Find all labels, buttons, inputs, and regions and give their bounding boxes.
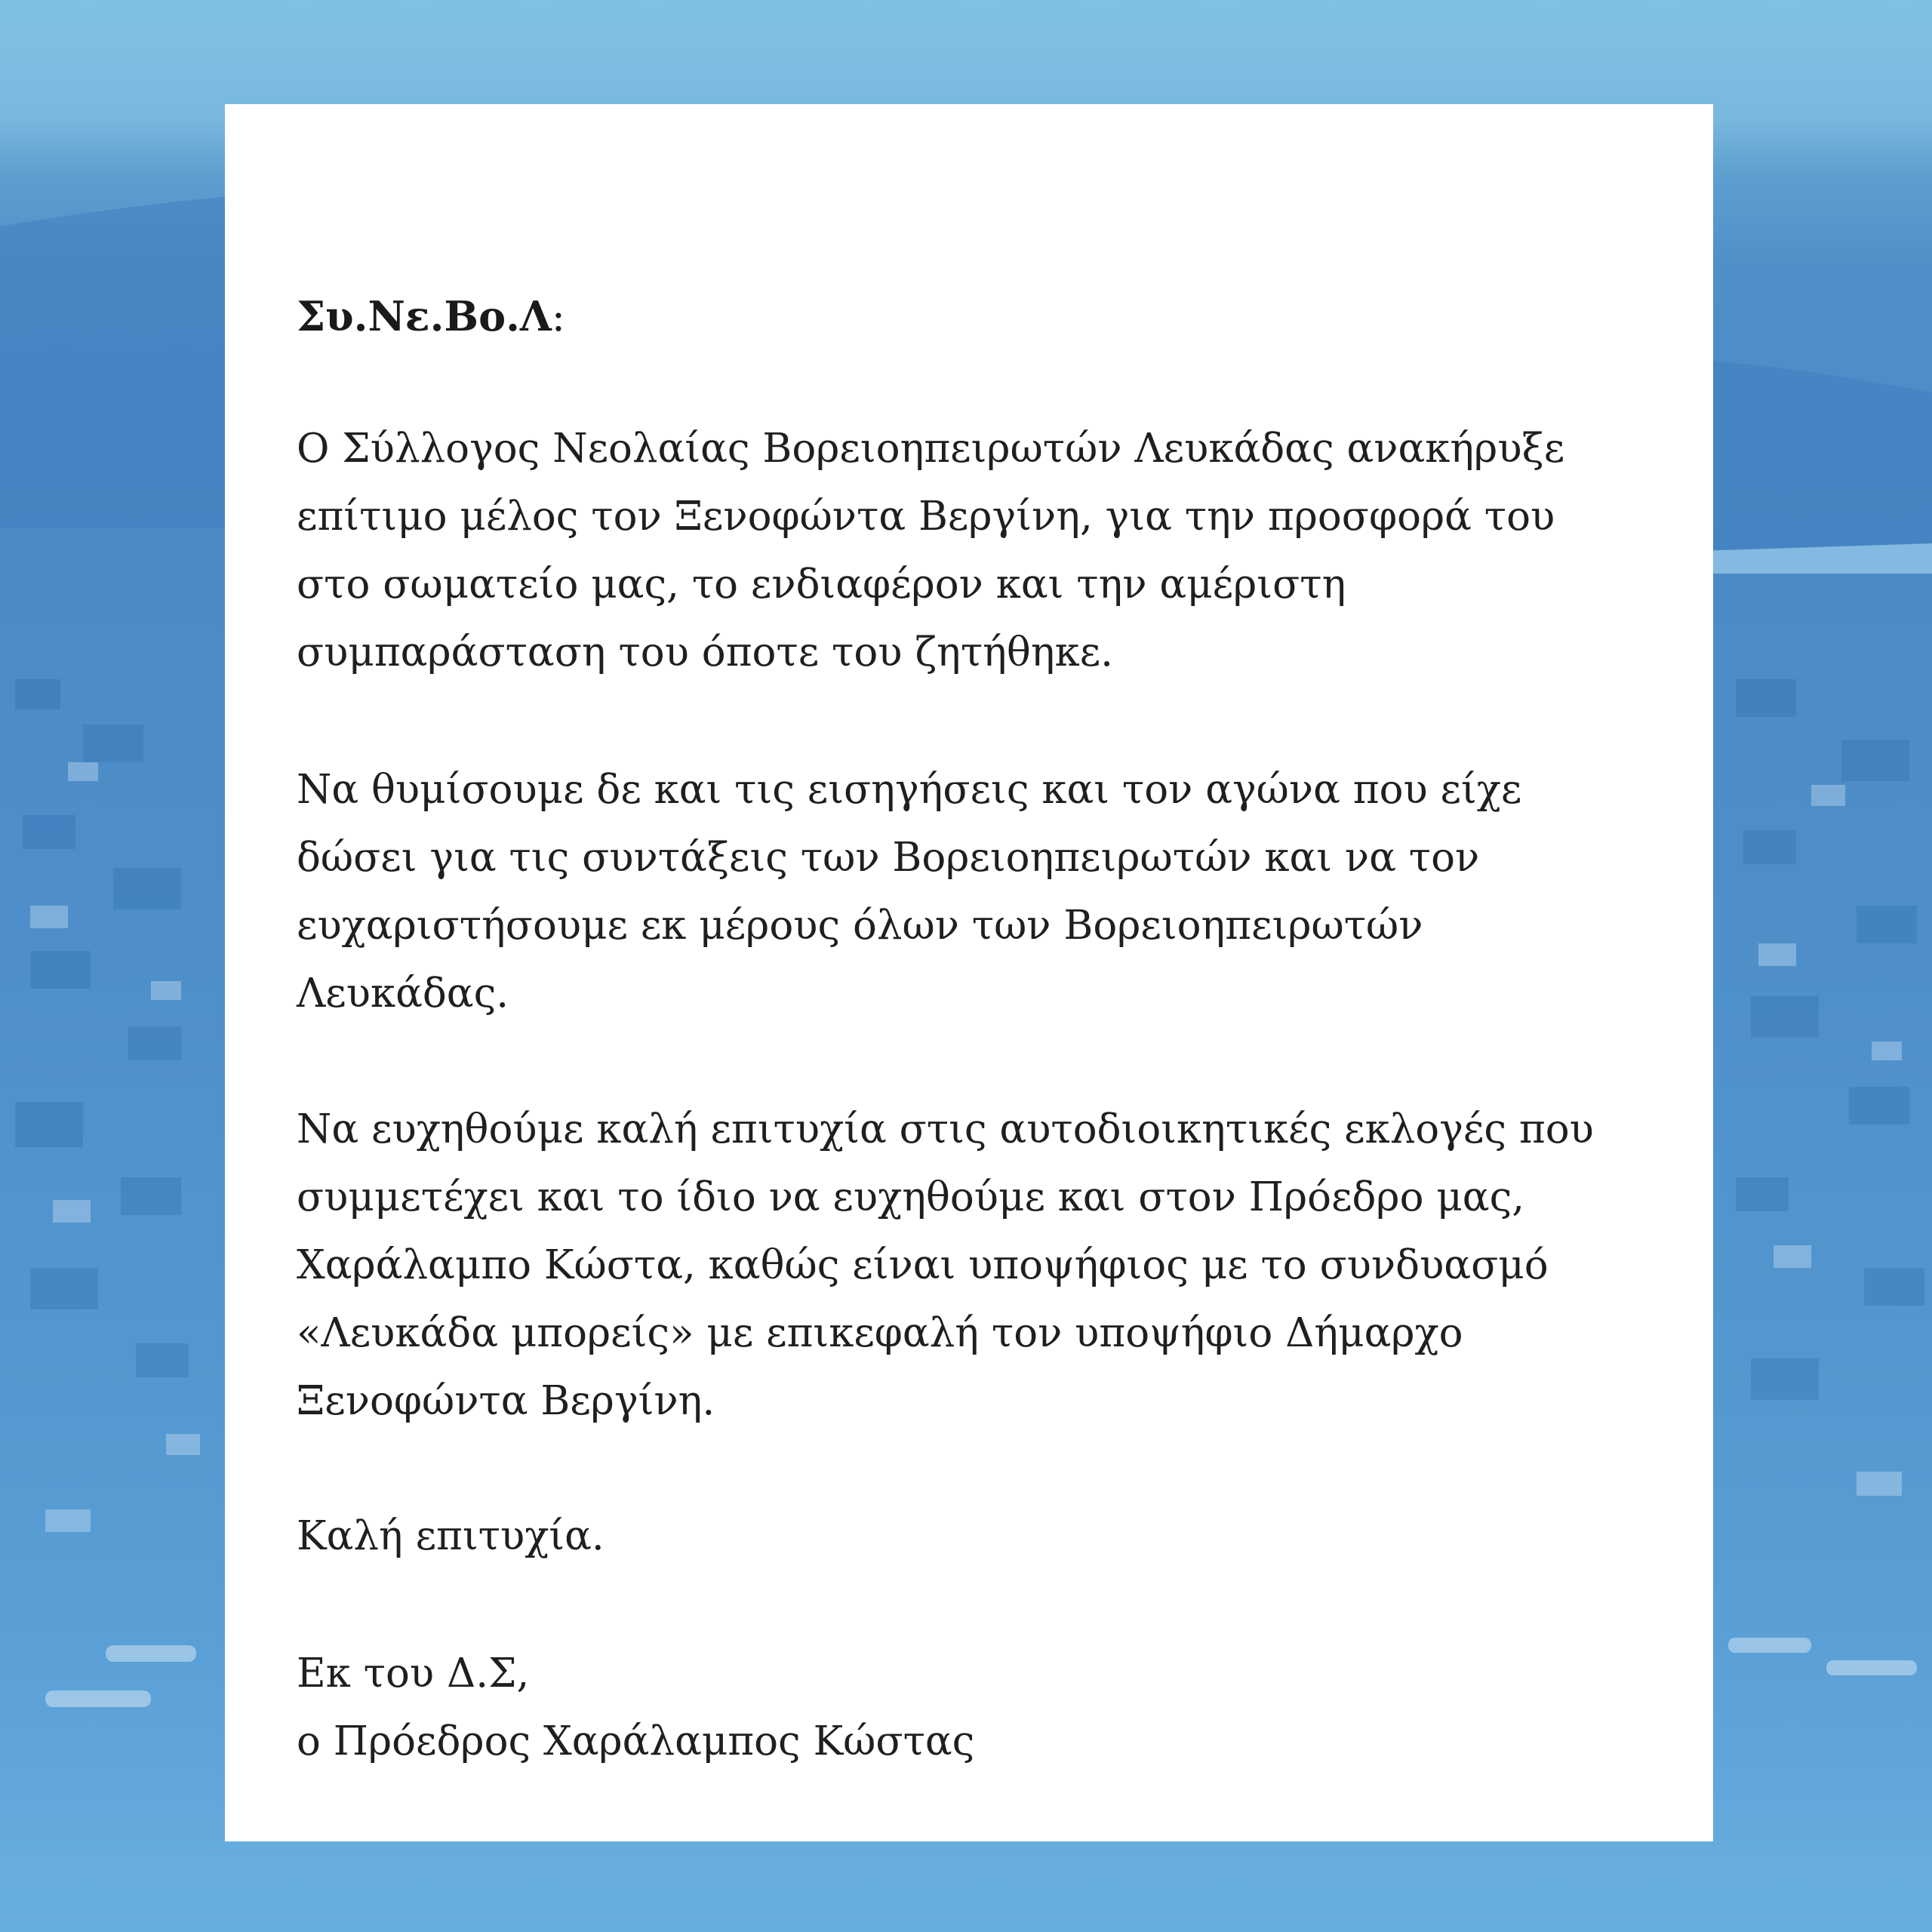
announcement-card <box>225 104 1713 1841</box>
organization-name: Συ.Νε.Βο.Λ <box>297 292 552 340</box>
text-line: δώσει για τις συντάξεις των Βορειοηπειρωτών και να τον <box>297 835 1480 881</box>
text-line: στο σωματείο μας, το ενδιαφέρον και την αμέριστη <box>297 561 1346 608</box>
text-line: ευχαριστήσουμε εκ μέρους όλων των Βορειοηπειρωτών <box>297 903 1423 949</box>
paragraph-elections <box>297 1096 1610 1435</box>
text-line: συμπαράσταση του όποτε του ζητήθηκε. <box>297 629 1113 675</box>
paragraph-honorary-member <box>297 415 1610 687</box>
signature-block <box>297 1640 1610 1776</box>
paragraph-good-luck <box>297 1503 1610 1571</box>
signature-president: ο Πρόεδρος Χαράλαμπος Κώστας <box>297 1718 975 1764</box>
text-line: Ο Σύλλογος Νεολαίας Βορειοηπειρωτών Λευκάδας ανακήρυξε <box>297 426 1565 472</box>
text-line: Ξενοφώντα Βεργίνη. <box>297 1378 715 1424</box>
paragraph-pensions <box>297 756 1610 1028</box>
announcement-heading <box>297 289 565 344</box>
text-line: συμμετέχει και το ίδιο να ευχηθούμε και στον Πρόεδρο μας, <box>297 1174 1525 1220</box>
text-line: «Λευκάδα μπορείς» με επικεφαλή τον υποψήφιο Δήμαρχο <box>297 1310 1463 1356</box>
text-line: Καλή επιτυχία. <box>297 1513 605 1559</box>
text-line: Να θυμίσουμε δε και τις εισηγήσεις και τον αγώνα που είχε <box>297 767 1522 813</box>
text-line: Λευκάδας. <box>297 971 509 1017</box>
signature-board: Εκ του Δ.Σ, <box>297 1651 530 1697</box>
text-line: Να ευχηθούμε καλή επιτυχία στις αυτοδιοικητικές εκλογές που <box>297 1106 1594 1152</box>
text-line: Χαράλαμπο Κώστα, καθώς είναι υποψήφιος με το συνδυασμό <box>297 1242 1549 1288</box>
heading-colon: : <box>551 293 565 340</box>
text-line: επίτιμο μέλος τον Ξενοφώντα Βεργίνη, για την προσφορά του <box>297 494 1555 540</box>
